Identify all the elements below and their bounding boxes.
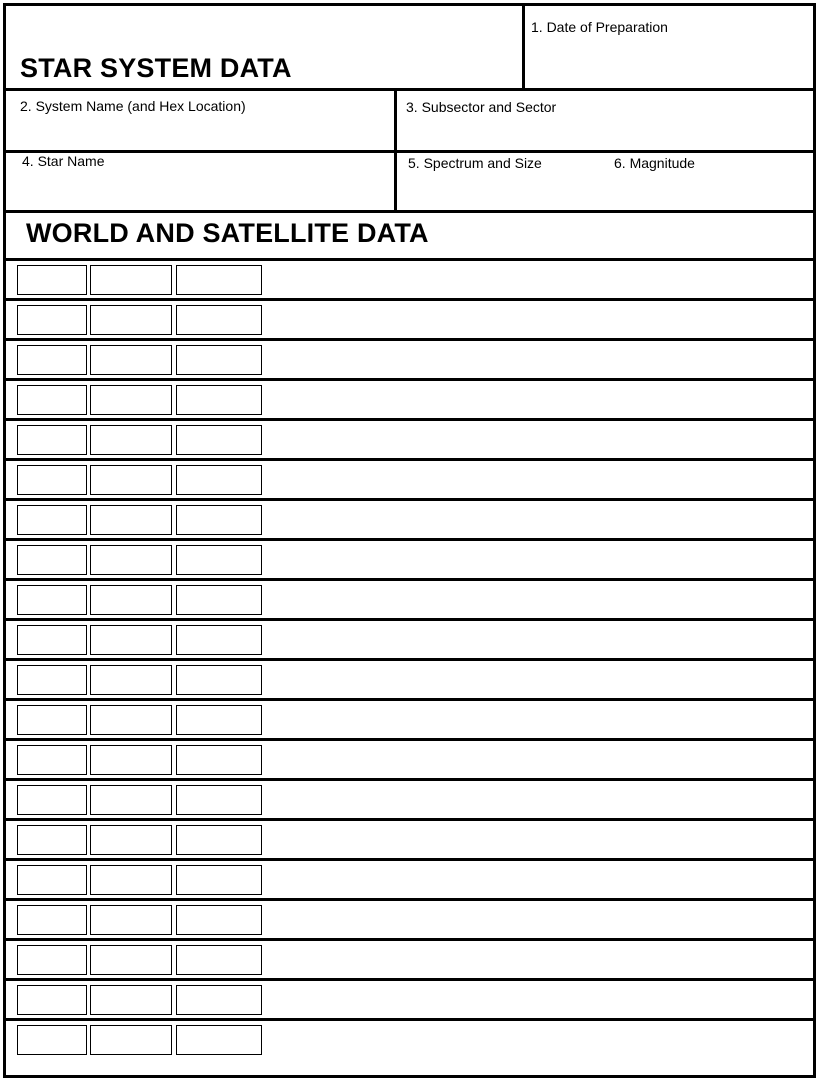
world-row-box-2[interactable]	[90, 785, 172, 815]
world-row-box-1[interactable]	[17, 465, 87, 495]
world-row-box-2[interactable]	[90, 305, 172, 335]
world-row-box-2[interactable]	[90, 985, 172, 1015]
world-row-box-3[interactable]	[176, 385, 262, 415]
world-row-box-3[interactable]	[176, 705, 262, 735]
world-row-box-3[interactable]	[176, 905, 262, 935]
world-row	[6, 501, 813, 541]
world-row-box-3[interactable]	[176, 665, 262, 695]
world-row-box-1[interactable]	[17, 305, 87, 335]
world-row-box-3[interactable]	[176, 545, 262, 575]
world-row	[6, 341, 813, 381]
world-row-box-1[interactable]	[17, 705, 87, 735]
world-row-box-3[interactable]	[176, 865, 262, 895]
world-row-box-2[interactable]	[90, 505, 172, 535]
world-row	[6, 661, 813, 701]
world-row	[6, 861, 813, 901]
world-row-box-1[interactable]	[17, 345, 87, 375]
world-row	[6, 541, 813, 581]
world-row-box-1[interactable]	[17, 505, 87, 535]
world-row-box-3[interactable]	[176, 945, 262, 975]
spectrum-size-field[interactable]: 5. Spectrum and Size	[408, 155, 542, 171]
world-row-box-3[interactable]	[176, 745, 262, 775]
world-row-box-2[interactable]	[90, 705, 172, 735]
divider	[6, 150, 813, 153]
world-row	[6, 461, 813, 501]
world-data-rows	[6, 261, 813, 1058]
world-row-box-2[interactable]	[90, 425, 172, 455]
world-row	[6, 901, 813, 941]
world-row-box-3[interactable]	[176, 785, 262, 815]
world-row	[6, 821, 813, 861]
world-row-box-2[interactable]	[90, 545, 172, 575]
world-row	[6, 621, 813, 661]
world-row-box-1[interactable]	[17, 585, 87, 615]
world-row	[6, 261, 813, 301]
magnitude-field[interactable]: 6. Magnitude	[614, 155, 695, 171]
date-of-preparation-field[interactable]: 1. Date of Preparation	[531, 19, 668, 35]
world-row-box-3[interactable]	[176, 585, 262, 615]
world-row-box-3[interactable]	[176, 825, 262, 855]
world-row-box-2[interactable]	[90, 465, 172, 495]
world-row-box-1[interactable]	[17, 425, 87, 455]
world-row-box-1[interactable]	[17, 625, 87, 655]
star-name-field[interactable]: 4. Star Name	[22, 153, 105, 169]
world-row	[6, 701, 813, 741]
world-row-box-3[interactable]	[176, 985, 262, 1015]
world-row-box-2[interactable]	[90, 625, 172, 655]
world-row-box-3[interactable]	[176, 1025, 262, 1055]
world-row-box-2[interactable]	[90, 345, 172, 375]
world-row-box-2[interactable]	[90, 665, 172, 695]
world-row-box-2[interactable]	[90, 945, 172, 975]
world-section-title: WORLD AND SATELLITE DATA	[26, 218, 429, 248]
divider	[6, 88, 813, 91]
divider	[6, 210, 813, 213]
world-row-box-1[interactable]	[17, 265, 87, 295]
world-row	[6, 421, 813, 461]
world-row-box-2[interactable]	[90, 1025, 172, 1055]
world-row-box-1[interactable]	[17, 1025, 87, 1055]
world-row	[6, 941, 813, 981]
world-row-box-3[interactable]	[176, 465, 262, 495]
world-row-box-2[interactable]	[90, 745, 172, 775]
world-row-box-2[interactable]	[90, 825, 172, 855]
world-row-box-1[interactable]	[17, 665, 87, 695]
world-row-box-2[interactable]	[90, 265, 172, 295]
world-row-box-2[interactable]	[90, 585, 172, 615]
world-row-box-3[interactable]	[176, 305, 262, 335]
world-row	[6, 301, 813, 341]
world-row-box-3[interactable]	[176, 265, 262, 295]
world-row	[6, 741, 813, 781]
world-row	[6, 1021, 813, 1058]
world-row-box-2[interactable]	[90, 385, 172, 415]
divider	[522, 6, 525, 88]
world-row-box-1[interactable]	[17, 945, 87, 975]
system-name-field[interactable]: 2. System Name (and Hex Location)	[20, 98, 246, 114]
world-row	[6, 781, 813, 821]
subsector-sector-field[interactable]: 3. Subsector and Sector	[406, 99, 557, 115]
world-row	[6, 581, 813, 621]
world-row-box-3[interactable]	[176, 425, 262, 455]
world-row-box-1[interactable]	[17, 785, 87, 815]
world-row-box-1[interactable]	[17, 985, 87, 1015]
world-row	[6, 381, 813, 421]
world-row	[6, 981, 813, 1021]
world-row-box-3[interactable]	[176, 625, 262, 655]
world-row-box-1[interactable]	[17, 865, 87, 895]
world-row-box-1[interactable]	[17, 385, 87, 415]
world-row-box-2[interactable]	[90, 905, 172, 935]
world-row-box-1[interactable]	[17, 905, 87, 935]
world-row-box-3[interactable]	[176, 505, 262, 535]
world-row-box-1[interactable]	[17, 545, 87, 575]
world-row-box-1[interactable]	[17, 745, 87, 775]
world-row-box-3[interactable]	[176, 345, 262, 375]
world-row-box-2[interactable]	[90, 865, 172, 895]
form-title: STAR SYSTEM DATA	[20, 53, 292, 83]
world-row-box-1[interactable]	[17, 825, 87, 855]
star-system-data-form	[3, 3, 816, 1078]
